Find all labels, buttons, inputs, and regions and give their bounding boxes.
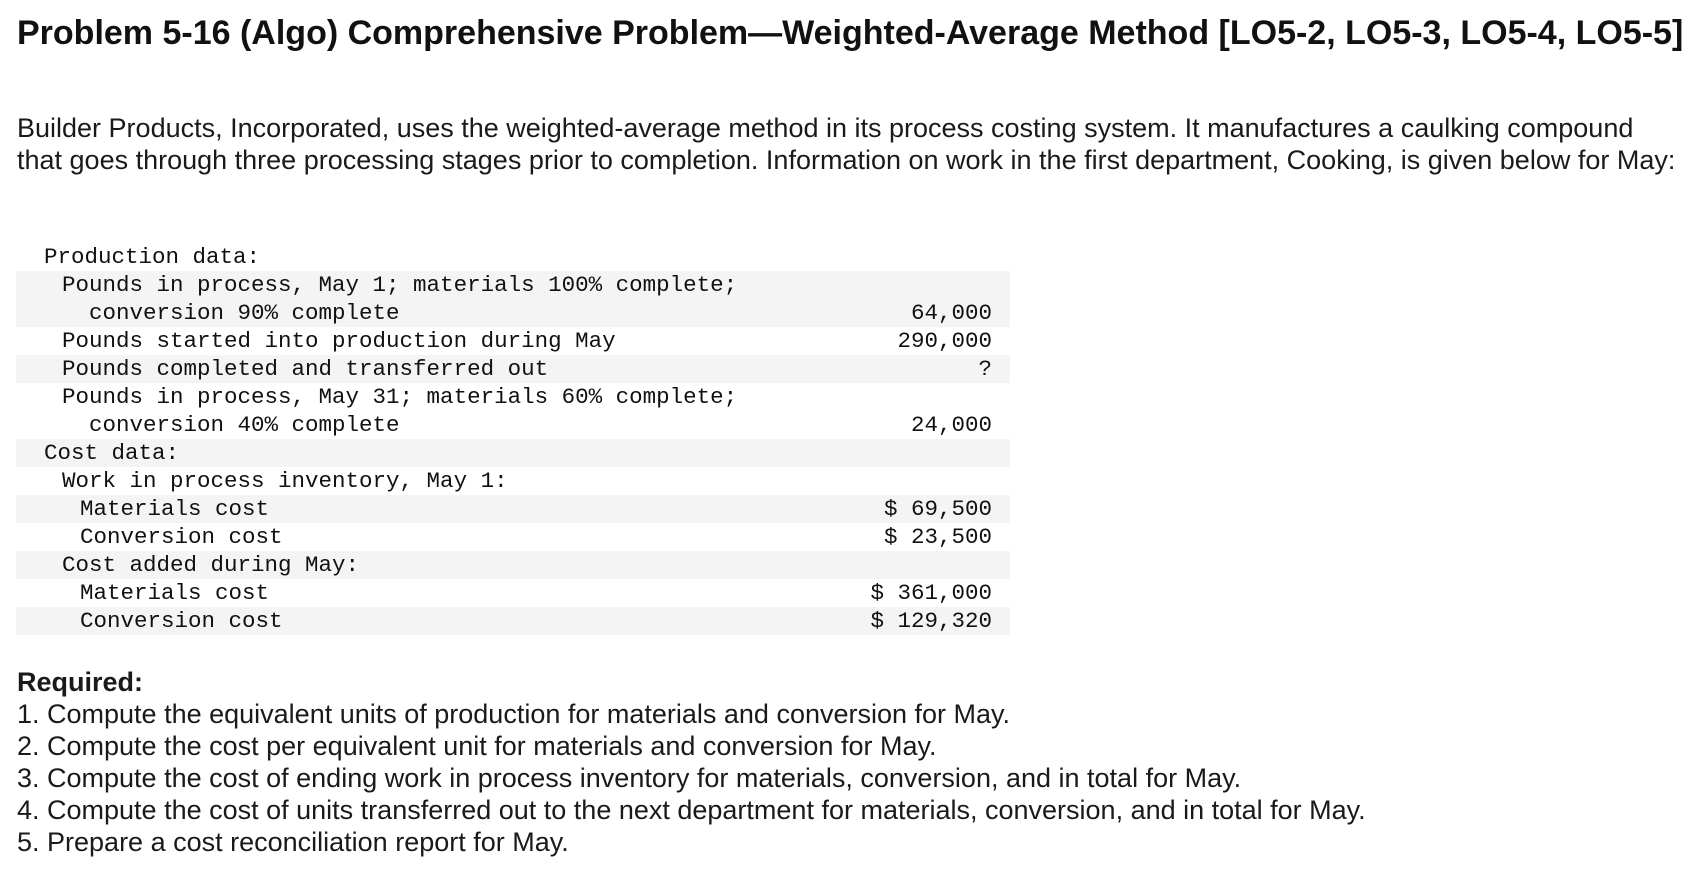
table-row [16, 579, 1010, 607]
problem-intro: Builder Products, Incorporated, uses the weighted-average method in its process costing system. It manufactures a caulking compound that goes through three processing stages prior to completion. Information on work in the first department, Cooking, is given below for May: [17, 113, 1676, 175]
required-item: 1. Compute the equivalent units of production for materials and conversion for May. [17, 699, 1011, 729]
cost-header-row [16, 439, 1010, 467]
table-row [16, 355, 1010, 383]
cost-header: Cost data: [44, 440, 180, 466]
table-row [16, 327, 1010, 355]
row-value: 24,000 [910, 412, 992, 438]
required-item: 4. Compute the cost of units transferred out to the next department for materials, conversion, and in total for May. [17, 795, 1366, 825]
row-label: Pounds in process, May 1; materials 100% complete; [62, 272, 738, 298]
row-label: Pounds in process, May 31; materials 60% complete; [62, 384, 738, 410]
required-section [17, 666, 1677, 858]
table-row [16, 551, 1010, 579]
required-item: 5. Prepare a cost reconciliation report for May. [17, 827, 569, 857]
row-label: Cost added during May: [62, 552, 360, 578]
required-item: 2. Compute the cost per equivalent unit for materials and conversion for May. [17, 731, 937, 761]
problem-title: Problem 5-16 (Algo) Comprehensive Problem—Weighted-Average Method [LO5-2, LO5-3, LO5-4, LO5-5] [17, 14, 1684, 52]
required-item: 3. Compute the cost of ending work in process inventory for materials, conversion, and in total for May. [17, 763, 1242, 793]
row-label: conversion 90% complete [89, 300, 400, 326]
table-row [16, 607, 1010, 635]
table-row [16, 383, 1010, 411]
row-value: ? [978, 356, 992, 382]
table-row [16, 523, 1010, 551]
production-header-row [16, 243, 1010, 271]
row-label: Materials cost [80, 580, 270, 606]
row-value: $ 361,000 [870, 580, 992, 606]
table-row [16, 495, 1010, 523]
row-value: 64,000 [910, 300, 992, 326]
row-label: Pounds started into production during May [62, 328, 616, 354]
table-row [16, 411, 1010, 439]
row-label: Conversion cost [80, 524, 283, 550]
row-label: Conversion cost [80, 608, 283, 634]
row-value: 290,000 [897, 328, 992, 354]
row-label: conversion 40% complete [89, 412, 400, 438]
row-value: $ 23,500 [883, 524, 992, 550]
row-label: Materials cost [80, 496, 270, 522]
data-table [16, 243, 1010, 635]
row-value: $ 69,500 [883, 496, 992, 522]
row-value: $ 129,320 [870, 608, 992, 634]
row-label: Work in process inventory, May 1: [62, 468, 508, 494]
production-header: Production data: [44, 244, 261, 270]
table-row [16, 299, 1010, 327]
table-row [16, 271, 1010, 299]
row-label: Pounds completed and transferred out [62, 356, 549, 382]
required-heading: Required: [17, 667, 144, 697]
table-row [16, 467, 1010, 495]
